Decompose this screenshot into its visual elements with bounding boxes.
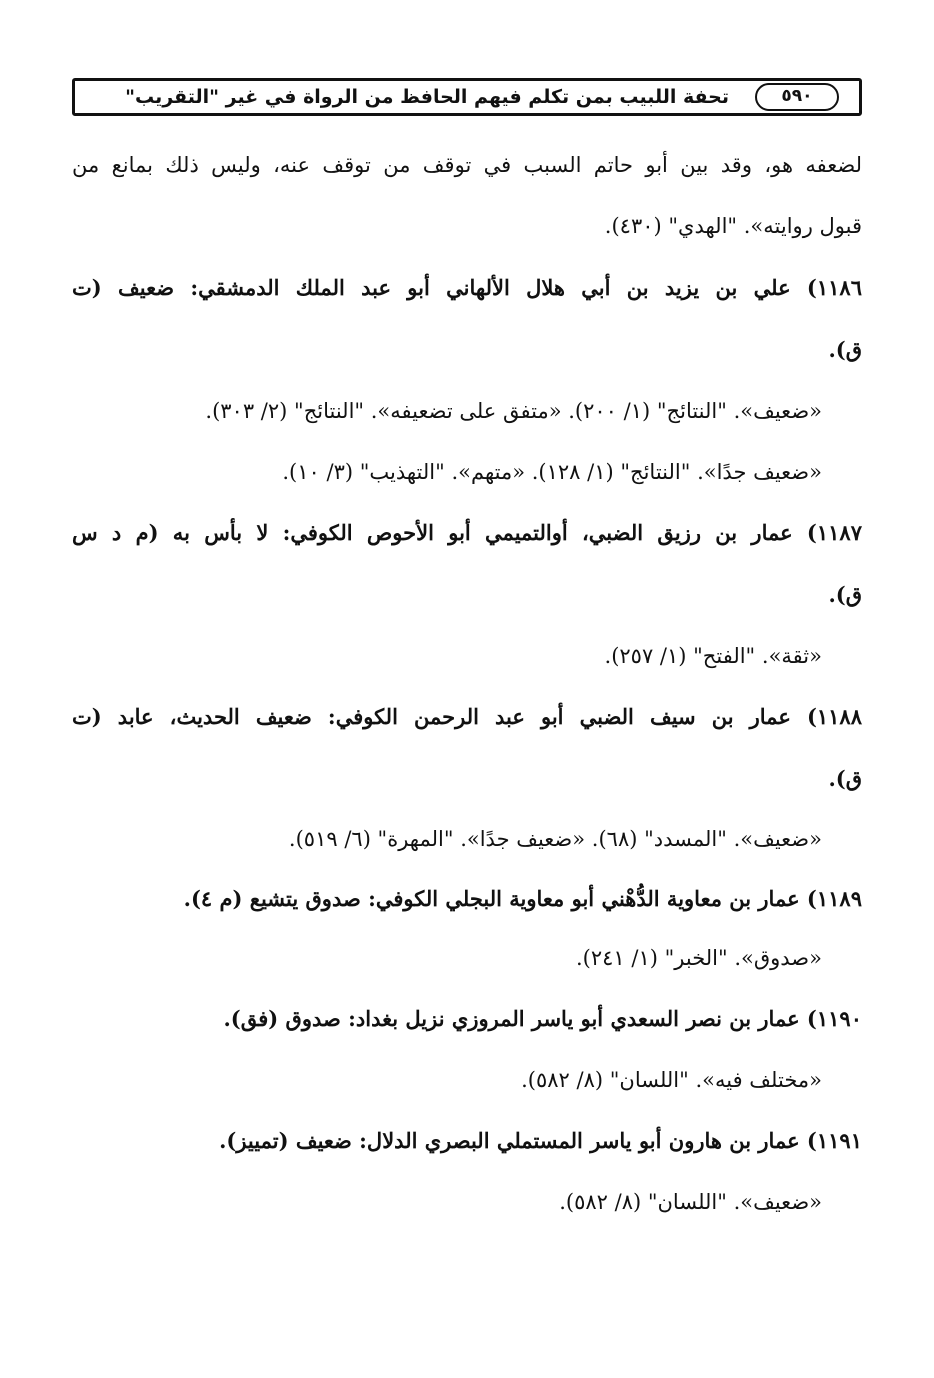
- reference-line: «ضعيف». "المسدد" (٦٨). «ضعيف جدًا». "المهرة" (٦/ ٥١٩).: [288, 827, 822, 851]
- text-line: قبول روايته». "الهدي" (٤٣٠).: [604, 214, 862, 238]
- page-header: [72, 78, 862, 116]
- reference-line: «صدوق». "الخبر" (١/ ٢٤١).: [575, 946, 822, 970]
- entry-heading-continued: ق).: [828, 766, 862, 791]
- header-title: تحفة اللبيب بمن تكلم فيهم الحافظ من الرواة في غير "التقريب": [125, 86, 729, 108]
- reference-line: «ضعيف». "اللسان" (٨/ ٥٨٢).: [559, 1190, 822, 1214]
- entry-heading: ١١٨٦) علي بن يزيد بن أبي هلال الألهاني أبو عبد الملك الدمشقي: ضعيف (ت: [72, 275, 862, 300]
- page-number: ٥٩٠: [755, 83, 839, 111]
- reference-line: «مختلف فيه». "اللسان" (٨/ ٥٨٢).: [521, 1068, 822, 1092]
- reference-line: «ضعيف». "النتائج" (١/ ٢٠٠). «متفق على تضعيفه». "النتائج" (٢/ ٣٠٣).: [205, 399, 822, 423]
- entry-heading: ١١٩٠) عمار بن نصر السعدي أبو ياسر المروزي نزيل بغداد: صدوق (فق).: [223, 1006, 862, 1031]
- entry-heading: ١١٨٨) عمار بن سيف الضبي أبو عبد الرحمن الكوفي: ضعيف الحديث، عابد (ت: [72, 704, 862, 729]
- reference-line: «ضعيف جدًا». "النتائج" (١/ ١٢٨). «متهم». "التهذيب" (٣/ ١٠).: [282, 460, 822, 484]
- entry-heading: ١١٨٧) عمار بن رزيق الضبي، أوالتميمي أبو الأحوص الكوفي: لا بأس به (م د س: [72, 520, 862, 545]
- reference-line: «ثقة». "الفتح" (١/ ٢٥٧).: [604, 644, 822, 668]
- text-line: لضعفه هو، وقد بين أبو حاتم السبب في توقف من توقف عنه، وليس ذلك بمانع من: [72, 153, 862, 177]
- entry-heading-continued: ق).: [828, 582, 862, 607]
- entry-heading: ١١٨٩) عمار بن معاوية الدُّهْني أبو معاوية البجلي الكوفي: صدوق يتشيع (م ٤).: [183, 886, 862, 911]
- entry-heading: ١١٩١) عمار بن هارون أبو ياسر المستملي البصري الدلال: ضعيف (تمييز).: [219, 1128, 862, 1153]
- entry-heading-continued: ق).: [828, 337, 862, 362]
